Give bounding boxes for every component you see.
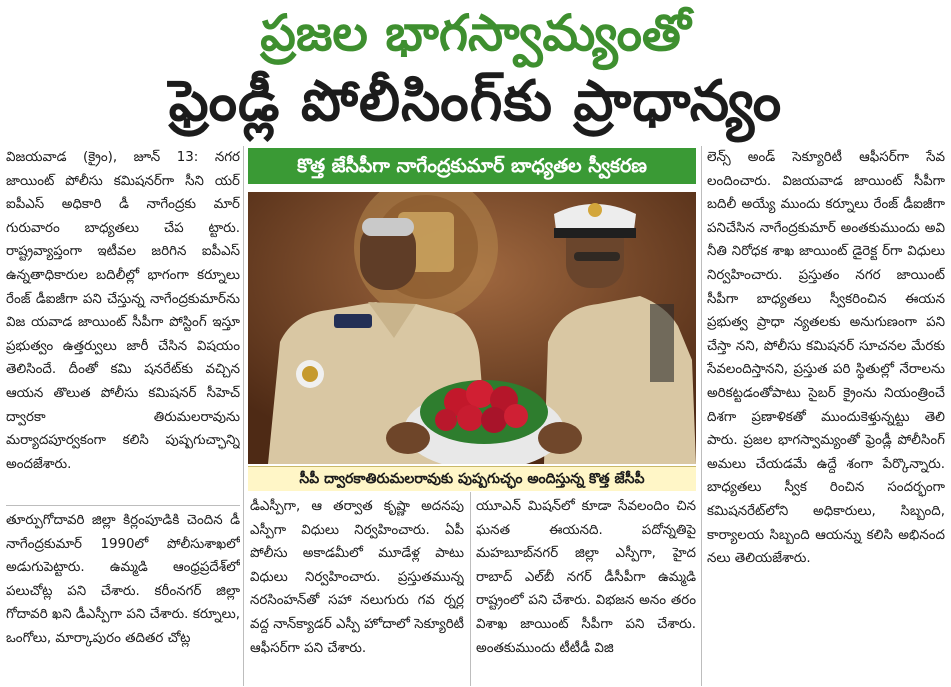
article-paragraph: యూఎన్ మిషన్‌లో కూడా సేవలందిం చిన ఘనత ఈయనది. పదోన్నతిపై మహబూబ్‌నగర్ జిల్లా ఎస్పీగా, హైద రాబాద్ ఎల్‌బీ నగర్ డీసీపీగా ఉమ్మడి రాష్ట్రంలో పని చేశారు. విభజన అనం తరం విశాఖ జాయింట్ సీపీగా పని చేశారు. అంతకుముందు టీటీడీ విజి <box>476 499 696 656</box>
article-column-2 <box>250 495 464 685</box>
column-divider <box>6 505 240 506</box>
news-photo <box>248 192 696 464</box>
article-column-1-top <box>6 146 240 504</box>
column-divider <box>243 146 244 686</box>
article-column-4 <box>707 146 945 686</box>
article-paragraph: విజయవాడ (క్రైం), జూన్ 13: నగర జాయింట్ పోలీసు కమిషనర్‌గా సీని యర్ ఐపీఎస్ అధికారి డీ నాగేంద్రకు మార్ గురువారం బాధ్యతలు చేప ట్టారు. రాష్ట్రవ్యాప్తంగా ఇటీవల జరిగిన ఐపీఎస్ ఉన్నతాధికారుల బదిలీల్లో భాగంగా కర్నూలు రేంజ్ డీఐజీగా పని చేస్తున్న నాగేంద్రకుమార్‌ను విజ యవాడ జాయింట్ సీపీగా పోస్టింగ్ ఇస్తూ ప్రభుత్వం ఉత్తర్వులు జారీ చేసిన విషయం తెలిసిందే. దీంతో కమి షనరేట్‌కు వచ్చిన ఆయన తొలుత పోలీసు కమిషనర్ సీహెచ్ ద్వారకా తిరుమలరావును మర్యాదపూర్వకంగా కలిసి పుష్పగుచ్ఛాన్ని అందజేశారు. <box>6 150 240 472</box>
column-divider <box>701 146 702 686</box>
article-column-1-bottom <box>6 509 240 685</box>
photo-caption: సీపీ ద్వారకాతిరుమలరావుకు పుష్పగుచ్ఛం అందిస్తున్న కొత్త జేసీపీ <box>248 466 696 491</box>
subheadline: కొత్త జేసీపీగా నాగేంద్రకుమార్ బాధ్యతల స్వీకరణ <box>248 148 696 184</box>
column-divider <box>470 492 471 686</box>
article-paragraph: తూర్పుగోదావరి జిల్లా కిర్లంపూడికి చెందిన డీ నాగేంద్రకుమార్ 1990లో పోలీసుశాఖలో అడుగుపెట్టారు. ఉమ్మడి ఆంధ్రప్రదేశ్‌లో పలుచోట్ల పని చేశారు. కరీంనగర్ జిల్లా గోదావరి ఖని డీఎస్పీగా పని చేశారు. కర్నూలు, ఒంగోలు, మార్కాపురం తదితర చోట్ల <box>6 513 240 646</box>
headline-line-1: ప్రజల భాగస్వామ్యంతో <box>260 4 691 62</box>
headline-line-2: ఫ్రెండ్లీ పోలీసింగ్‌కు ప్రాధాన్యం <box>168 69 783 134</box>
officers-bouquet-illustration <box>248 192 696 464</box>
article-paragraph: డీఎస్పీగా, ఆ తర్వాత కృష్ణా అదనపు ఎస్పీగా విధులు నిర్వహించారు. ఏపీ పోలీసు అకాడమీలో మూడేళ్ల పాటు విధులు నిర్వహించారు. ప్రస్తుతమున్న నరసింహన్‌తో సహా నలుగురు గవ ర్నర్ల వద్ద నాన్‌క్యాడర్ ఎస్పీ హోదాలో సెక్యూరిటీ ఆఫీసర్‌గా పని చేశారు. <box>250 499 464 656</box>
article-column-3 <box>476 495 696 685</box>
article-paragraph: లెన్స్ అండ్ సెక్యూరిటీ ఆఫీసర్‌గా సేవ లందించారు. విజయవాడ జాయింట్ సీపీగా బదిలీ అయ్యే ముందు కర్నూలు రేంజ్ డీఐజీగా పనిచేసిన నాగేంద్రకుమార్ అంతకుముందు అవి నీతి నిరోధక శాఖ జాయింట్ డైరెక్ట ర్‌గా విధులు నిర్వహించారు. ప్రస్తుతం నగర జాయింట్ సీపీగా బాధ్యతలు స్వీకరించిన ఈయన ప్రభుత్వ ప్రాధా న్యతలకు అనుగుణంగా పని చేస్తా నని, పోలీసు కమిషనర్ సూచనల మేరకు సేవలందిస్తానని, ప్రస్తుత పరి స్థితుల్లో నేరాలను అరికట్టడంతోపాటు సైబర్ క్రైంను నియంత్రించే దిశగా ప్రణాళికతో ముందుకెళ్తున్నట్టు తెలి పారు. ప్రజల భాగస్వామ్యంతో ఫ్రెండ్లీ పోలీసింగ్ అమలు చేయడమే ఉద్దే శంగా పేర్కొన్నారు. బాధ్యతలు స్వీక రించిన సందర్భంగా కమిషనరేట్‌లోని అధికారులు, సిబ్బంది, కార్యాలయ సిబ్బంది ఆయన్ను కలిసి అభినంద నలు తెలియజేశారు. <box>707 150 945 567</box>
